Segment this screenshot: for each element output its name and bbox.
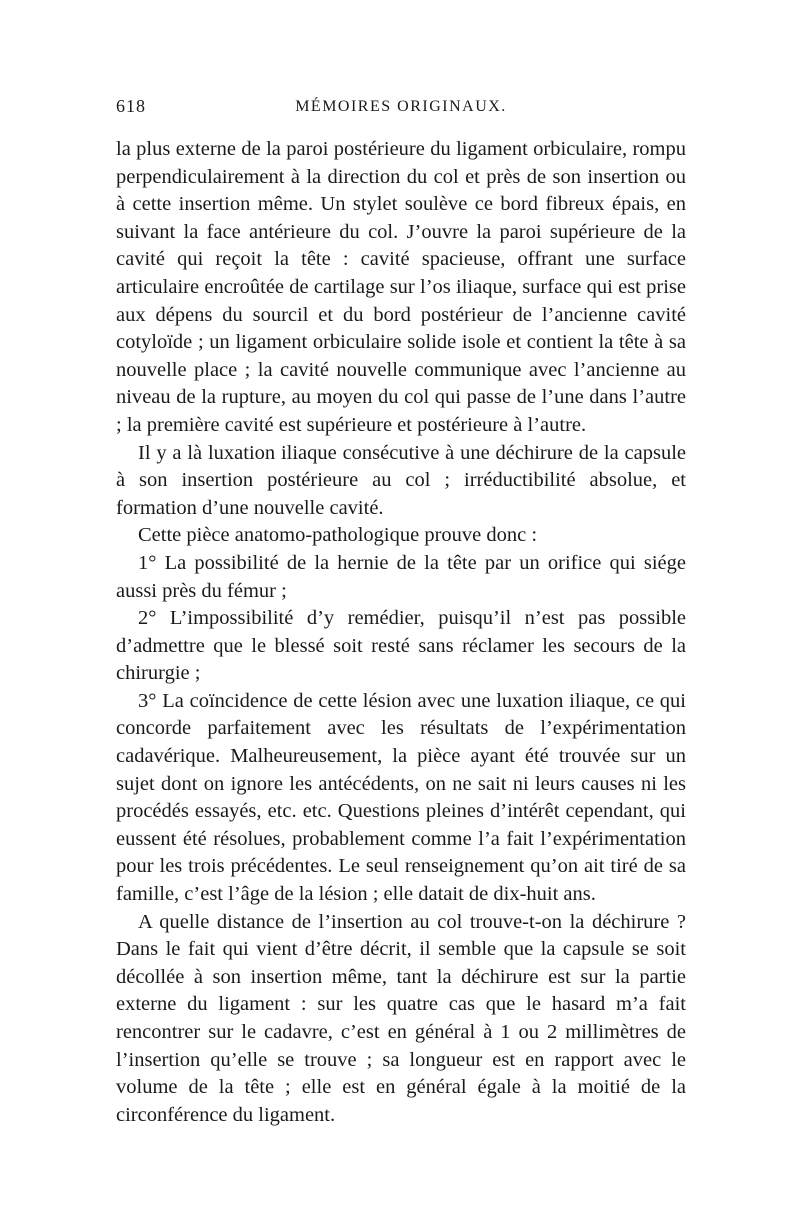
paragraph-luxation: Il y a là luxation iliaque consécutive à une déchirure de la capsule à son insertion postérieure au col ; irréductibilité absolue, et formation d’une nouvelle cavité. [116,441,686,519]
paragraph-proof-intro: Cette pièce anatomo-pathologique prouve donc : [138,524,538,547]
document-page [116,96,686,1129]
running-head: MÉMOIRES ORIGINAUX. [295,98,507,115]
paragraph-continuation: la plus externe de la paroi postérieure du ligament orbiculaire, rompu perpendiculairement à la direction du col et près de son insertion ou à cette insertion même. Un stylet soulève ce bord fibreux épais, en suivant la face antérieure du col. J’ouvre la paroi supérieure de la cavité qui reçoit la tête : cavité spacieuse, offrant une surface articulaire encroûtée de cartilage sur l’os iliaque, surface qui est prise aux dépens du sourcil et du bord postérieur de l’ancienne cavité cotyloïde ; un ligament orbiculaire solide isole et contient la tête à sa nouvelle place ; la cavité nouvelle communique avec l’ancienne au niveau de la rupture, au moyen du col qui passe de l’une dans l’autre ; la première cavité est supérieure et postérieure à l’autre. [116,138,686,436]
page-number: 618 [116,96,146,116]
paragraph-distance: A quelle distance de l’insertion au col trouve-t-on la déchirure ? Dans le fait qui vient d’être décrit, il semble que la capsule se soit décollée à son insertion même, tant la déchirure est sur la partie externe du ligament : sur les quatre cas que le hasard m’a fait rencontrer sur le cadavre, c’est en général à 1 ou 2 millimètres de l’insertion qu’elle se trouve ; sa longueur est en rapport avec le volume de la tête ; elle est en général égale à la moitié de la circonférence du ligament. [116,910,686,1126]
list-item-2: 2° L’impossibilité d’y remédier, puisqu’il n’est pas possible d’admettre que le blessé soit resté sans réclamer les secours de la chirurgie ; [116,607,686,685]
list-item-3: 3° La coïncidence de cette lésion avec une luxation iliaque, ce qui concorde parfaitement avec les résultats de l’expérimentation cadavérique. Malheureusement, la pièce ayant été trouvée sur un sujet dont on ignore les antécédents, on ne sait ni leurs causes ni les procédés essayés, etc. etc. Questions pleines d’intérêt cependant, qui eussent été résolues, probablement comme l’a fait l’expérimentation pour les trois précédentes. Le seul renseignement qu’on ait tiré de sa famille, c’est l’âge de la lésion ; elle datait de dix-huit ans. [116,689,686,906]
page-header [116,96,686,130]
list-item-1: 1° La possibilité de la hernie de la tête par un orifice qui siége aussi près du fémur ; [116,551,686,602]
